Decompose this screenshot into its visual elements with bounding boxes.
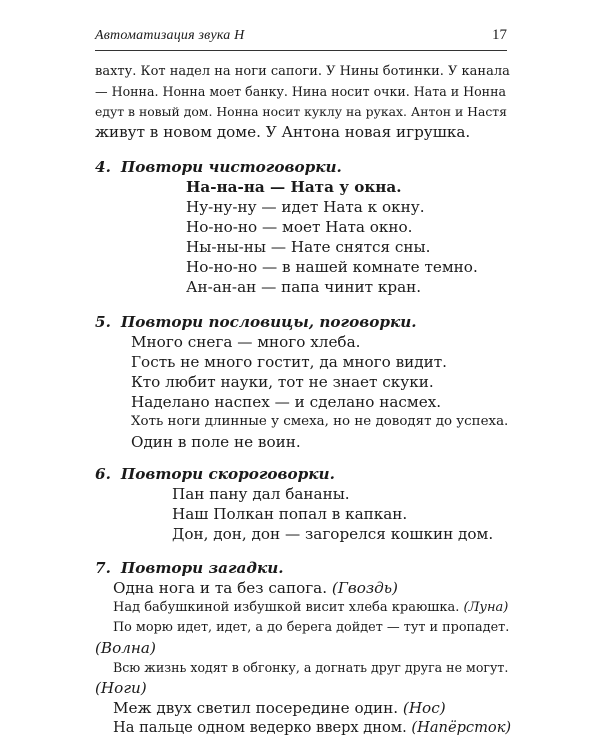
riddle-answer: (Гвоздь) (331, 579, 398, 597)
section-title: Повтори чистоговорки. (120, 158, 342, 176)
riddle-text: Над бабушкиной избушкой висит хлеба краюшка. (113, 600, 460, 615)
tongue-twister-line: Наш Полкан попал в капкан. (172, 505, 408, 523)
tongue-twister-line: Но-но-но — в нашей комнате темно. (186, 258, 478, 276)
tongue-twister-line: Ан-ан-ан — папа чинит кран. (186, 278, 422, 296)
riddle-answer: (Напёрсток) (411, 719, 512, 736)
intro-line: вахту. Кот надел на ноги сапоги. У Нины ботинки. У канала (95, 64, 510, 79)
section-title: Повтори загадки. (120, 559, 284, 577)
riddle-line: По морю идет, идет, а до берега дойдет — тут и пропадет. (113, 620, 510, 635)
section-number: 6. (95, 465, 111, 483)
riddle-text: Меж двух светил посередине один. (113, 699, 399, 717)
riddle-line: Всю жизнь ходят в обгонку, а догнать друг друга не могут. (113, 660, 509, 675)
section-7-heading (95, 558, 284, 578)
section-6-heading (95, 464, 335, 484)
riddle-answer: (Нос) (402, 699, 446, 717)
page-number: 17 (492, 27, 507, 43)
section-4-heading (95, 157, 342, 177)
riddle-line (113, 598, 508, 618)
tongue-twister-line: На-на-на — Ната у окна. (186, 178, 402, 196)
riddle-answer: (Луна) (463, 600, 509, 615)
riddle-answer: (Ноги) (95, 679, 147, 697)
tongue-twister-line: Ну-ну-ну — идет Ната к окну. (186, 198, 425, 216)
riddle-answer: (Волна) (95, 639, 156, 657)
running-title: Автоматизация звука Н (95, 28, 245, 43)
riddle-line (113, 718, 511, 738)
proverb-line: Наделано наспех — и сделано насмех. (131, 393, 442, 411)
riddle-text: Одна нога и та без сапога. (113, 579, 328, 597)
tongue-twister-line: Пан пану дал бананы. (172, 485, 350, 503)
tongue-twister-line: Ны-ны-ны — Нате снятся сны. (186, 238, 431, 256)
proverb-line: Много снега — много хлеба. (131, 333, 361, 351)
riddle-line (113, 578, 398, 598)
proverb-line: Один в поле не воин. (131, 433, 301, 451)
intro-line: — Нонна. Нонна моет банку. Нина носит очки. Ната и Нонна (95, 84, 506, 99)
proverb-line: Кто любит науки, тот не знает скуки. (131, 373, 434, 391)
riddle-line (113, 698, 446, 718)
running-header (95, 24, 507, 51)
section-5-heading (95, 312, 417, 332)
proverb-line: Хоть ноги длинные у смеха, но не доводят до успеха. (131, 414, 509, 429)
intro-line: едут в новый дом. Нонна носит куклу на руках. Антон и Настя (95, 104, 507, 119)
proverb-line: Гость не много гостит, да много видит. (131, 353, 447, 371)
section-title: Повтори пословицы, поговорки. (120, 313, 417, 331)
tongue-twister-line: Дон, дон, дон — загорелся кошкин дом. (172, 525, 494, 543)
section-title: Повтори скороговорки. (120, 465, 335, 483)
riddle-text: На пальце одном ведерко вверх дном. (113, 719, 407, 736)
tongue-twister-line: Но-но-но — моет Ната окно. (186, 218, 413, 236)
section-number: 5. (95, 313, 111, 331)
section-number: 7. (95, 559, 111, 577)
intro-line: живут в новом доме. У Антона новая игрушка. (95, 123, 471, 141)
section-number: 4. (95, 158, 111, 176)
